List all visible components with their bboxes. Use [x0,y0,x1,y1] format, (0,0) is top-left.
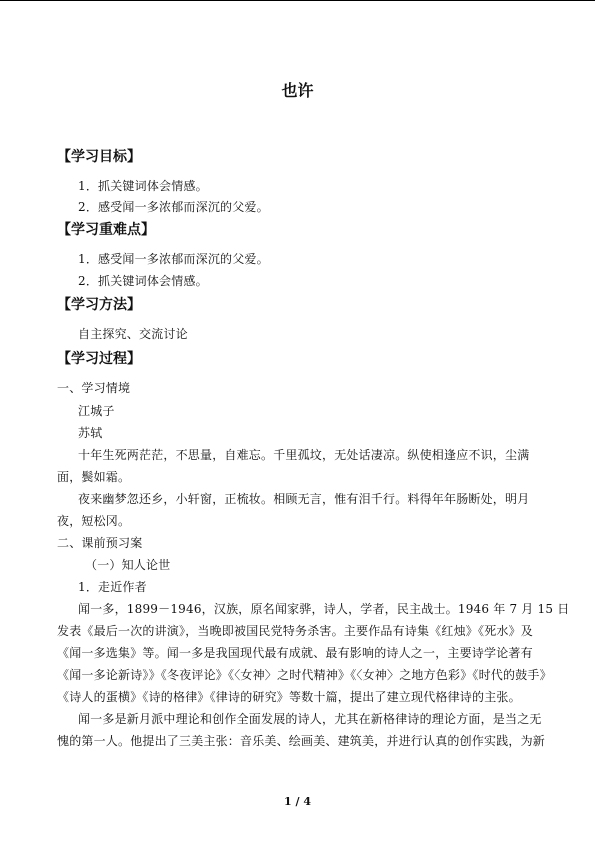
heading-objectives: 【学习目标】 [57,149,141,165]
section-preview: 二、课前预习案 [57,536,143,550]
bio-line: 发表《最后一次的讲演》，当晚即被国民党特务杀害。主要作品有诗集《红烛》《死水》及 [57,624,534,638]
bio-line: 闻一多是新月派中理论和创作全面发展的诗人，尤其在新格律诗的理论方面，是当之无 [78,712,542,726]
bio-line: 愧的第一人。他提出了三美主张：音乐美、绘画美、建筑美，并进行认真的创作实践，为新 [57,734,546,748]
poem-author: 苏轼 [78,426,103,440]
bio-line: 闻一多，1899－1946，汉族，原名闻家骅，诗人，学者，民主战士。1946 年 7 月 15 日 [78,602,570,616]
poem-line: 夜来幽梦忽还乡，小轩窗，正梳妆。相顾无言，惟有泪千行。料得年年肠断处，明月 [78,492,530,506]
bio-line: 《诗人的蛋横》《诗的格律》《律诗的研究》等数十篇，提出了建立现代格律诗的主张。 [57,690,521,704]
poem-line: 面，鬓如霜。 [57,470,131,484]
header-rule [0,0,595,1]
poem-title: 江城子 [78,404,115,418]
objective-item-2: 2．感受闻一多浓郁而深沉的父爱。 [78,200,269,214]
objective-item-1: 1．抓关键词体会情感。 [78,179,208,193]
document-title: 也许 [281,81,314,100]
methods-text: 自主探究、交流讨论 [78,327,188,341]
page-number: 1 / 4 [284,795,311,808]
heading-keypoints: 【学习重难点】 [57,222,155,238]
keypoint-item-1: 1．感受闻一多浓郁而深沉的父爱。 [78,252,269,266]
bio-line: 《闻一多选集》等。闻一多是我国现代最有成就、最有影响的诗人之一，主要诗学论著有 [57,646,533,660]
bio-line: 《闻一多论新诗》》《冬夜评论》《〈女神〉之时代精神》《〈女神〉之地方色彩》《时代的鼓手》 [57,668,552,682]
keypoint-item-2: 2．抓关键词体会情感。 [78,274,208,288]
poem-line: 夜，短松冈。 [57,514,131,528]
heading-process: 【学习过程】 [57,351,141,367]
poem-line: 十年生死两茫茫，不思量，自难忘。千里孤坟，无处话凄凉。纵使相逢应不识，尘满 [78,448,530,462]
subsection-item: 1．走近作者 [78,580,147,594]
heading-methods: 【学习方法】 [57,297,141,313]
subsection-author-background: （一）知人论世 [85,558,171,572]
section-learning-context: 一、学习情境 [57,381,131,395]
